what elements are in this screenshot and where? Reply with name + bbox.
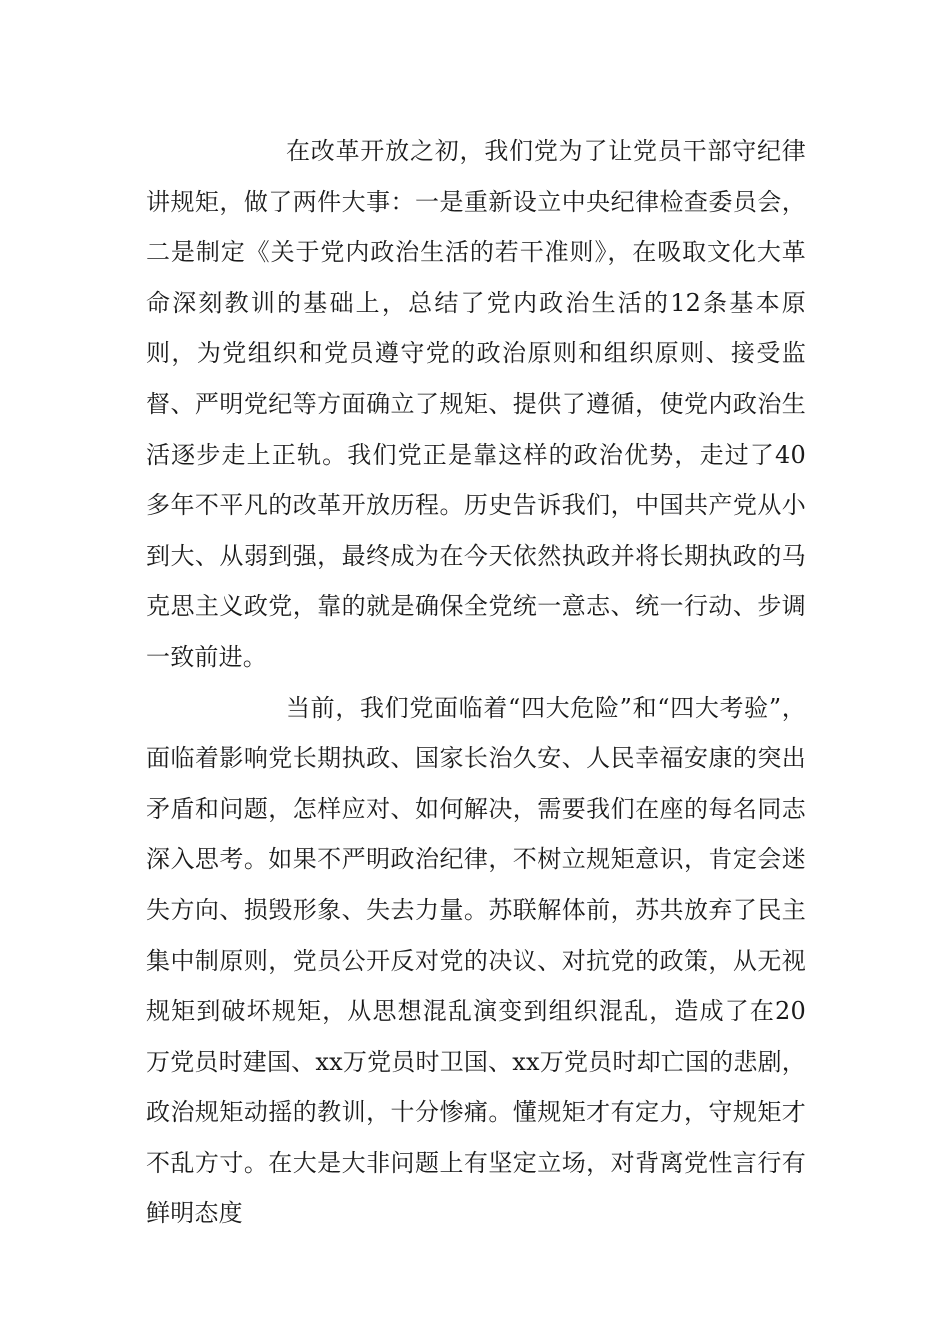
paragraph-2: 当前，我们党面临着“四大危险”和“四大考验”，面临着影响党长期执政、国家长治久安、人民幸福安康的突出矛盾和问题，怎样应对、如何解决，需要我们在座的每名同志深入思考。如果不严明政治纪律，不树立规矩意识，肯定会迷失方向、损毁形象、失去力量。苏联解体前，苏共放弃了民主集中制原则，党员公开反对党的决议、对抗党的政策，从无视规矩到破坏规矩，从思想混乱演变到组织混乱，造成了在20万党员时建国、xx万党员时卫国、xx万党员时却亡国的悲剧，政治规矩动摇的教训，十分惨痛。懂规矩才有定力，守规矩才不乱方寸。在大是大非问题上有坚定立场，对背离党性言行有鲜明态度 (146, 693, 806, 1228)
document-body (146, 126, 806, 1239)
paragraph-1: 在改革开放之初，我们党为了让党员干部守纪律讲规矩，做了两件大事：一是重新设立中央纪律检查委员会，二是制定《关于党内政治生活的若干准则》，在吸取文化大革命深刻教训的基础上，总结了党内政治生活的12条基本原则，为党组织和党员遵守党的政治原则和组织原则、接受监督、严明党纪等方面确立了规矩、提供了遵循，使党内政治生活逐步走上正轨。我们党正是靠这样的政治优势，走过了40多年不平凡的改革开放历程。历史告诉我们，中国共产党从小到大、从弱到强，最终成为在今天依然执政并将长期执政的马克思主义政党，靠的就是确保全党统一意志、统一行动、步调一致前进。 (146, 137, 806, 671)
